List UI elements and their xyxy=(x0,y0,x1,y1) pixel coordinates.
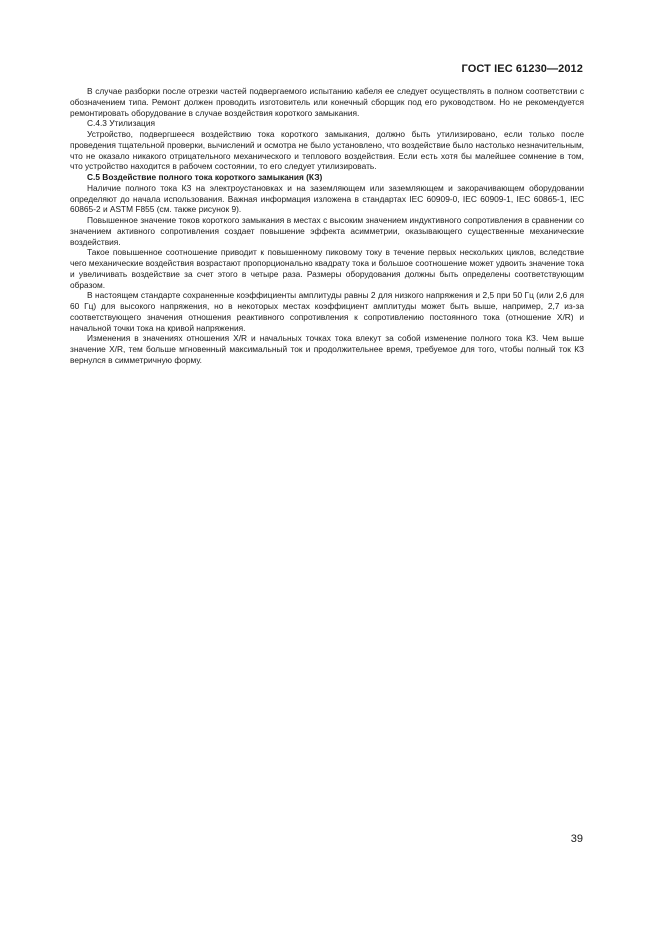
document-body xyxy=(70,86,584,366)
paragraph-peak-current: Такое повышенное соотношение приводит к повышенному пиковому току в течение первых нескольких циклов, вследствие чего механические воздействия возрастают пропорционально квадрату тока и большое соотношение может удвоить значение тока и увеличивать воздействие за счет этого в четыре раза. Размеры оборудования должны быть определены соответствующим образом. xyxy=(70,247,584,290)
section-heading-c5-full-short-circuit-current: С.5 Воздействие полного тока короткого замыкания (КЗ) xyxy=(87,172,323,182)
paragraph-xr-ratio-changes: Изменения в значениях отношения X/R и начальных точках тока влекут за собой изменение полного тока КЗ. Чем выше значение X/R, тем больше мгновенный максимальный ток и продолжительнее время, требуемое для того, чтобы полный ток КЗ вернулся в симметричную форму. xyxy=(70,333,584,365)
paragraph-disassembly: В случае разборки после отрезки частей подвергаемого испытанию кабеля ее следует осуществлять в полном соответствии с обозначением типа. Ремонт должен проводить изготовитель или конечный сборщик под его руководством. Но не рекомендуется ремонтировать оборудование в случае воздействия короткого замыкания. xyxy=(70,86,584,118)
paragraph-amplitude-coefficients: В настоящем стандарте сохраненные коэффициенты амплитуды равны 2 для низкого напряжения и 2,5 при 50 Гц (или 2,6 для 60 Гц) для высокого напряжения, но в некоторых местах коэффициент амплитуды может быть выше, например, 2,7 из-за соответствующего значения отношения реактивного сопротивления к сопротивлению постоянного тока (отношение X/R) и начальной точки тока на кривой напряжения. xyxy=(70,290,584,333)
paragraph-increased-current: Повышенное значение токов короткого замыкания в местах с высоким значением индуктивного сопротивления в сравнении со значением активного сопротивления создает повышение эффекта асимметрии, оказывающего существенные механические воздействия. xyxy=(70,215,584,247)
paragraph-full-current-presence: Наличие полного тока КЗ на электроустановках и на заземляющем или заземляющем и закорачивающем оборудовании определяют до начала использования. Важная информация изложена в стандартах IEC 60909-0, IEC 60909-1, IEC 60865-1, IEC 60865-2 и ASTM F855 (см. также рисунок 9). xyxy=(70,182,584,215)
document-code-header: ГОСТ IEC 61230—2012 xyxy=(461,63,583,75)
paragraph-disposal: Устройство, подвергшееся воздействию тока короткого замыкания, должно быть утилизировано, если только после проведения тщательной проверки, вычислений и осмотра не было установлено, что воздействие было настолько незначительным, что не оказало никакого отрицательного механического и теплового воздействия. Если есть хотя бы малейшее сомнение в том, что устройство находится в рабочем состоянии, то его следует утилизировать. xyxy=(70,129,584,172)
section-heading-c43-disposal: С.4.3 Утилизация xyxy=(87,118,155,129)
page-number: 39 xyxy=(570,833,583,845)
